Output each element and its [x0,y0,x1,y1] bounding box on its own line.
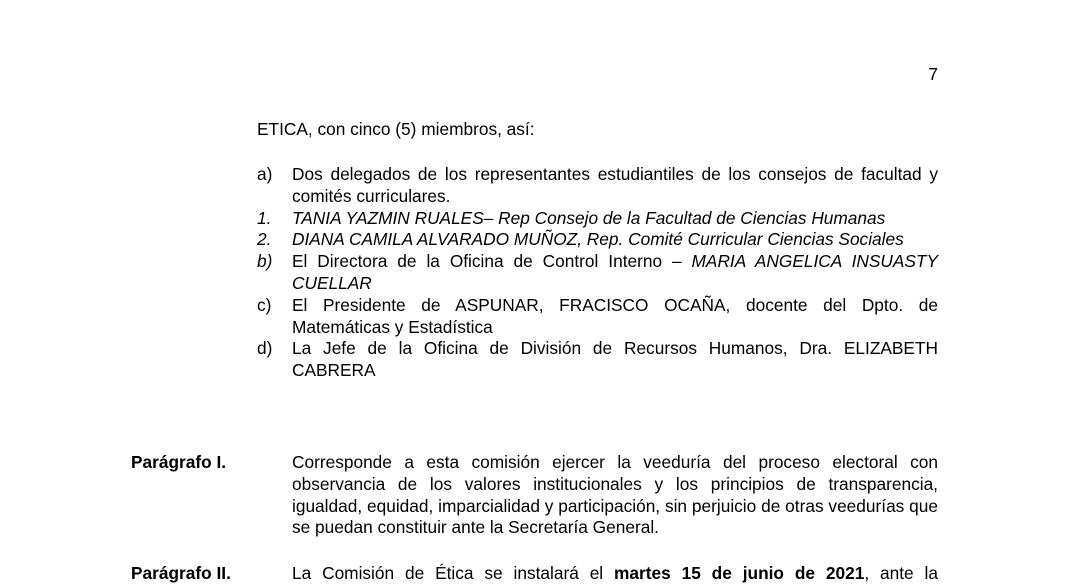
list-item-text: El Presidente de ASPUNAR, FRACISCO OCAÑA, docente del Dpto. de Matemáticas y Estadística [292,294,938,337]
paragraph-label: Parágrafo I. [131,452,227,472]
page-number: 7 [928,64,938,84]
list-item-text: Dos delegados de los representantes estudiantiles de los consejos de facultad y comités curriculares. [292,164,938,206]
paragraph-text-bold: martes 15 de junio de 2021 [614,563,865,583]
intro-text: ETICA, con cinco (5) miembros, así: [257,119,535,139]
list-item-text [292,251,938,295]
list-marker: a) [257,164,273,184]
list-marker: 2. [257,229,272,250]
list-marker: d) [257,338,273,359]
list-item-text: La Jefe de la Oficina de División de Recursos Humanos, Dra. ELIZABETH CABRERA [292,338,938,381]
list-item [257,164,938,208]
list-item [257,208,938,230]
list-item-text-italic: MARIA ANGELICA INSUASTY CUELLAR [292,251,938,293]
list-item-text: DIANA CAMILA ALVARADO MUÑOZ, Rep. Comité Curricular Ciencias Sociales [292,229,904,250]
paragraph-text-after: , ante la [864,563,938,583]
list-item [257,229,938,251]
paragraph-text-before: La Comisión de Ética se instalará el [292,563,615,583]
list-item [257,338,938,382]
list-item-text-plain: El Directora de la Oficina de Control Interno – [292,251,692,272]
paragraph-2 [131,563,938,585]
list-marker: b) [257,251,273,272]
members-list [257,164,938,382]
list-item [257,295,938,339]
paragraph-text [292,563,938,585]
paragraph-1 [131,452,938,539]
paragraph-text: Corresponde a esta comisión ejercer la veeduría del proceso electoral con observancia de los valores institucionales y los principios de transparencia, igualdad, equidad, imparcialidad y participación, sin perjuicio de otras veedurías que se puedan constituir ante la Secretaría General. [292,452,938,538]
paragraph-label: Parágrafo II. [131,563,231,583]
list-marker: c) [257,294,272,315]
list-item [257,251,938,295]
list-marker: 1. [257,207,272,228]
list-item-text: TANIA YAZMIN RUALES– Rep Consejo de la Facultad de Ciencias Humanas [292,207,886,228]
